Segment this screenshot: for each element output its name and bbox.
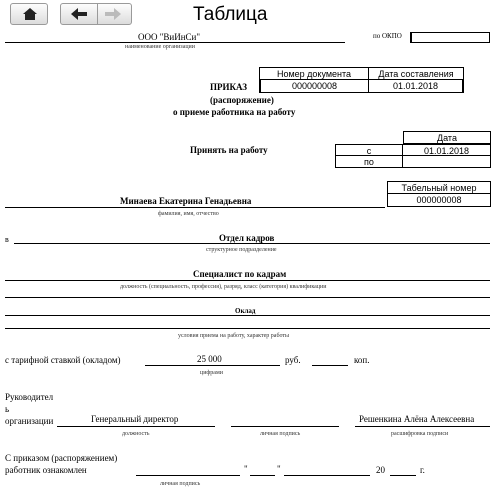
position-underline	[5, 280, 490, 281]
ack-year-field[interactable]	[390, 475, 416, 476]
employee-name: Минаева Екатерина Генадьевна	[120, 196, 252, 206]
ack-quote-close: "	[277, 464, 281, 474]
ack-month-field[interactable]	[284, 475, 370, 476]
order-subtitle: (распоряжение)	[210, 95, 274, 105]
head-cap-position: должность	[122, 431, 150, 437]
from-date: 01.01.2018	[403, 144, 491, 156]
hire-label: Принять на работу	[190, 145, 268, 155]
from-label: с	[335, 144, 403, 156]
arrow-right-icon	[97, 4, 131, 24]
ack-day-field[interactable]	[250, 475, 275, 476]
salary-caption: цифрами	[200, 370, 223, 376]
kop-label: коп.	[354, 355, 370, 365]
home-button[interactable]	[10, 3, 48, 25]
ack-year-suffix: г.	[420, 465, 425, 475]
to-label: по	[335, 156, 403, 168]
home-icon	[11, 4, 49, 24]
doc-date-header: Дата составления	[369, 67, 464, 80]
to-date[interactable]	[403, 156, 491, 168]
arrow-left-icon	[61, 4, 97, 24]
dept-name: Отдел кадров	[219, 233, 275, 243]
ack-line-1: С приказом (распоряжением)	[5, 453, 118, 463]
doc-number-value: 000000008	[259, 80, 369, 93]
head-position: Генеральный директор	[91, 414, 179, 424]
salary-label: с тарифной ставкой (окладом)	[5, 355, 121, 365]
kop-field[interactable]	[312, 365, 348, 366]
date-header: Дата	[403, 131, 491, 144]
ack-signature-field[interactable]	[136, 475, 240, 476]
head-position-underline	[57, 426, 215, 427]
forward-button[interactable]	[97, 4, 131, 24]
conditions-underline	[5, 315, 490, 316]
conditions-second-line	[5, 328, 490, 329]
head-signature-field[interactable]	[231, 426, 339, 427]
position-name: Специалист по кадрам	[193, 269, 287, 279]
employee-caption: фамилия, имя, отчество	[158, 211, 219, 217]
org-underline	[5, 42, 345, 43]
dept-caption: структурное подразделение	[206, 247, 277, 253]
dept-prefix: в	[5, 235, 9, 244]
head-label-3: организации	[5, 416, 54, 426]
dept-underline	[14, 243, 490, 244]
org-name: ООО "ВиИнСи"	[138, 32, 201, 42]
doc-number-header: Номер документа	[259, 67, 369, 80]
salary-underline	[145, 365, 280, 366]
ack-cap-signature: личная подпись	[160, 481, 201, 487]
okpo-field[interactable]	[410, 32, 490, 43]
order-title: ПРИКАЗ	[210, 82, 248, 92]
head-cap-decode: расшифровка подписи	[391, 431, 449, 437]
head-cap-signature: личная подпись	[260, 431, 301, 437]
employee-underline	[5, 207, 385, 208]
doc-date-value: 01.01.2018	[369, 80, 464, 93]
head-label-2: ь	[5, 404, 10, 414]
window-title: Таблица	[193, 4, 268, 25]
org-caption: наименование организации	[125, 44, 195, 50]
conditions-name: Оклад	[235, 307, 256, 315]
head-name-underline	[355, 426, 490, 427]
ack-quote-open: "	[244, 464, 248, 474]
back-forward-group	[60, 3, 132, 25]
ack-year-prefix: 20	[376, 465, 385, 475]
order-about: о приеме работника на работу	[173, 107, 296, 117]
tab-number-value: 000000008	[387, 194, 491, 207]
back-button[interactable]	[61, 4, 98, 24]
tab-number-header: Табельный номер	[387, 181, 491, 194]
rub-label: руб.	[285, 355, 301, 365]
okpo-label: по ОКПО	[373, 32, 402, 40]
conditions-caption: условия приема на работу, характер работы	[178, 333, 290, 339]
salary-value: 25 000	[197, 354, 222, 364]
position-caption: должность (специальность, профессия), разряд, класс (категория) квалификации	[120, 284, 327, 290]
head-name: Решенкина Алёна Алексеевна	[359, 414, 475, 424]
head-label-1: Руководител	[5, 392, 54, 402]
ack-line-2: работник ознакомлен	[5, 465, 87, 475]
conditions-top-line	[5, 297, 490, 298]
